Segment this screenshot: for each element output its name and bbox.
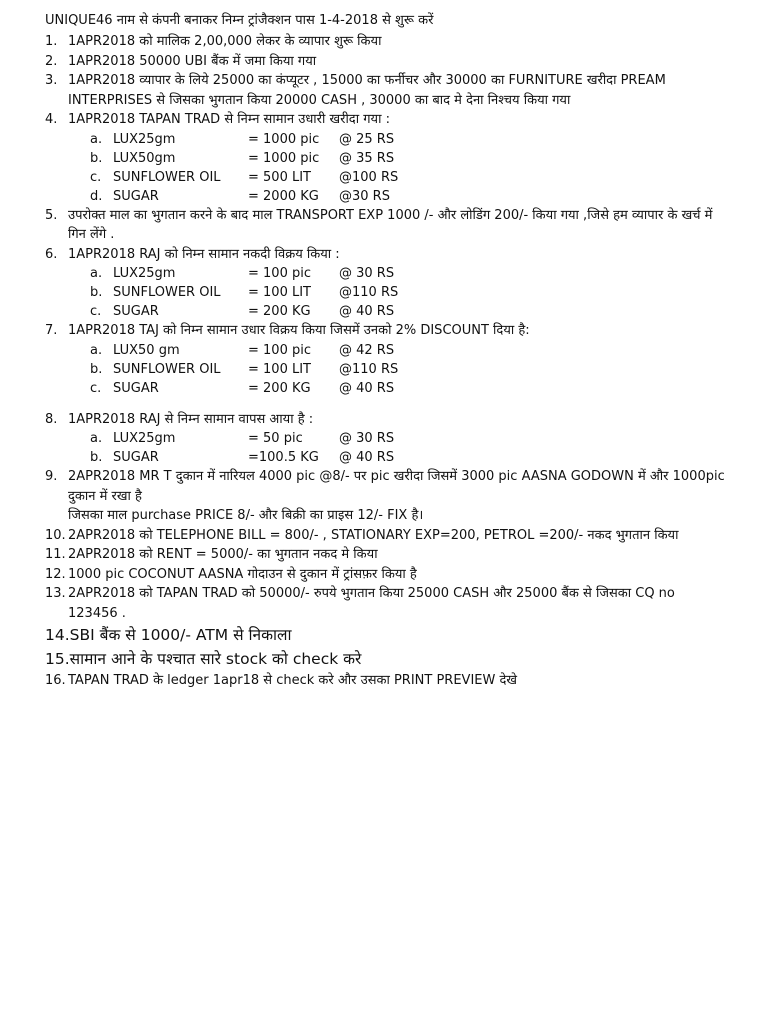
product-name: SUGAR [113, 188, 159, 204]
sublist-row [0, 149, 700, 168]
product-name: SUGAR [113, 450, 159, 465]
sub-letter: a. [90, 266, 103, 281]
item-number: 7. [45, 323, 58, 338]
product-name: LUX25gm [113, 266, 176, 281]
product-rate: @100 RS [339, 169, 399, 185]
item-text: 1APR2018 व्यापार के लिये 25000 का कंप्यूटर , 15000 का फर्नीचर और 30000 का FURNITURE खरीदा PREAM INTERPRISES से जिसका भुगतान किया 20000 CASH , 30000 का बाद मे देना निश्चय किया गया [68, 73, 666, 108]
item-number: 3. [45, 73, 58, 88]
list-item [0, 565, 728, 585]
item-text: 1APR2018 TAPAN TRAD से निम्न सामान उधारी खरीदा गया : [68, 112, 390, 127]
item-number: 4. [45, 112, 58, 127]
item-text: 1000 pic COCONUT AASNA गोदाउन से दुकान में ट्रांसफ़र किया है [68, 566, 417, 582]
item-text: 1APR2018 RAJ को निम्न सामान नकदी विक्रय किया : [68, 246, 340, 262]
sublist-row [0, 360, 700, 379]
item-number: 9. [45, 469, 58, 484]
sub-letter: a. [90, 431, 103, 446]
sub-letter: c. [90, 304, 102, 319]
list-item [0, 584, 728, 623]
list-item [0, 110, 728, 130]
product-rate: @ 40 RS [339, 304, 395, 319]
sub-letter: b. [90, 361, 103, 377]
list-item [0, 410, 728, 430]
product-quantity: = 1000 pic [248, 131, 320, 147]
product-name: SUGAR [113, 304, 159, 319]
sublist-row [0, 187, 700, 206]
sub-letter: a. [90, 131, 103, 147]
product-quantity: = 100 LIT [248, 361, 311, 377]
sublist-row [0, 341, 700, 360]
big-list-item: 14.SBI बैंक से 1000/- ATM से निकाला [45, 626, 292, 644]
item-number: 5. [45, 207, 58, 223]
list-item [0, 671, 728, 691]
item-text: 1APR2018 को मालिक 2,00,000 लेकर के व्यापार शुरू किया [68, 34, 382, 49]
product-rate: @ 30 RS [339, 266, 395, 281]
product-name: LUX50 gm [113, 342, 180, 358]
product-quantity: = 200 KG [248, 380, 311, 396]
product-rate: @ 40 RS [339, 380, 395, 396]
product-quantity: = 100 pic [248, 342, 311, 358]
item-number: 12. [45, 566, 66, 582]
item-text: 2APR2018 MR T दुकान में नारियल 4000 pic @8/- पर pic खरीदा जिसमें 3000 pic AASNA GODOWN में और 1000pic दुकान में रखा है [68, 469, 725, 504]
item-text: TAPAN TRAD के ledger 1apr18 से check करे और उसका PRINT PREVIEW देखे [68, 673, 518, 688]
sub-letter: a. [90, 342, 103, 358]
item-number: 1. [45, 34, 58, 49]
item-text: 2APR2018 को RENT = 5000/- का भुगतान नकद मे किया [68, 547, 378, 562]
sub-letter: b. [90, 150, 103, 166]
product-quantity: =100.5 KG [248, 450, 319, 465]
product-name: SUGAR [113, 380, 159, 396]
product-quantity: = 200 KG [248, 304, 311, 319]
list-item [0, 545, 728, 565]
list-item [0, 526, 728, 546]
product-name: SUNFLOWER OIL [113, 361, 221, 377]
item-number: 8. [45, 411, 58, 427]
sub-letter: c. [90, 380, 102, 396]
instruction-list [0, 32, 768, 691]
sub-letter: b. [90, 450, 103, 465]
list-item [0, 321, 728, 341]
item-number: 16. [45, 673, 66, 688]
product-quantity: = 50 pic [248, 431, 303, 446]
list-item [0, 32, 728, 52]
item-number: 2. [45, 53, 58, 69]
sublist-row [0, 429, 700, 448]
document-intro: UNIQUE46 नाम से कंपनी बनाकर निम्न ट्रांजैक्शन पास 1-4-2018 से शुरू करें [45, 13, 434, 28]
product-quantity: = 1000 pic [248, 150, 320, 166]
product-rate: @30 RS [339, 188, 390, 204]
sublist-row [0, 302, 700, 321]
list-item [0, 245, 728, 265]
sublist-row [0, 130, 700, 149]
product-quantity: = 500 LIT [248, 169, 311, 185]
product-name: LUX50gm [113, 150, 176, 166]
big-list-item: 15.सामान आने के पश्चात सारे stock को check करे [45, 650, 362, 668]
list-item [0, 467, 728, 506]
sublist-row [0, 168, 700, 187]
item-number: 11. [45, 547, 66, 562]
product-rate: @110 RS [339, 361, 399, 377]
sublist-row [0, 379, 700, 398]
list-item [0, 52, 728, 72]
product-quantity: = 100 LIT [248, 285, 311, 300]
list-item [0, 71, 728, 110]
product-name: LUX25gm [113, 131, 176, 147]
list-item [0, 206, 728, 245]
list-item-continuation [0, 506, 728, 526]
product-rate: @ 40 RS [339, 450, 395, 465]
item-text: 2APR2018 को TAPAN TRAD को 50000/- रुपये भुगतान किया 25000 CASH और 25000 बैंक से जिसका CQ no 123456 . [68, 586, 675, 621]
item-text: उपरोक्त माल का भुगतान करने के बाद माल TRANSPORT EXP 1000 /- और लोडिंग 200/- किया गया ,जिसे हम व्यापार के खर्च में गिन लेंगे . [68, 207, 713, 242]
sublist-row [0, 264, 700, 283]
item-text: 2APR2018 को TELEPHONE BILL = 800/- , STATIONARY EXP=200, PETROL =200/- नकद भुगतान किया [68, 527, 679, 543]
product-rate: @ 25 RS [339, 131, 395, 147]
product-rate: @ 35 RS [339, 150, 395, 166]
item-text: 1APR2018 TAJ को निम्न सामान उधार विक्रय किया जिसमें उनको 2% DISCOUNT दिया है: [68, 323, 530, 338]
sub-letter: d. [90, 188, 103, 204]
sub-letter: b. [90, 285, 103, 300]
product-rate: @ 30 RS [339, 431, 395, 446]
product-name: SUNFLOWER OIL [113, 285, 221, 300]
item-number: 10. [45, 527, 66, 543]
product-name: LUX25gm [113, 431, 176, 446]
product-name: SUNFLOWER OIL [113, 169, 221, 185]
sublist-row [0, 448, 700, 467]
product-rate: @ 42 RS [339, 342, 395, 358]
item-text: 1APR2018 50000 UBI बैंक में जमा किया गया [68, 53, 317, 69]
spacer [0, 398, 768, 410]
item-text: जिसका माल purchase PRICE 8/- और बिक्री का प्राइस 12/- FIX है। [68, 508, 424, 523]
item-text: 1APR2018 RAJ से निम्न सामान वापस आया है : [68, 411, 314, 427]
sub-letter: c. [90, 169, 102, 185]
product-rate: @110 RS [339, 285, 399, 300]
item-number: 13. [45, 586, 66, 601]
product-quantity: = 100 pic [248, 266, 311, 281]
sublist-row [0, 283, 700, 302]
product-quantity: = 2000 KG [248, 188, 319, 204]
item-number: 6. [45, 246, 58, 262]
